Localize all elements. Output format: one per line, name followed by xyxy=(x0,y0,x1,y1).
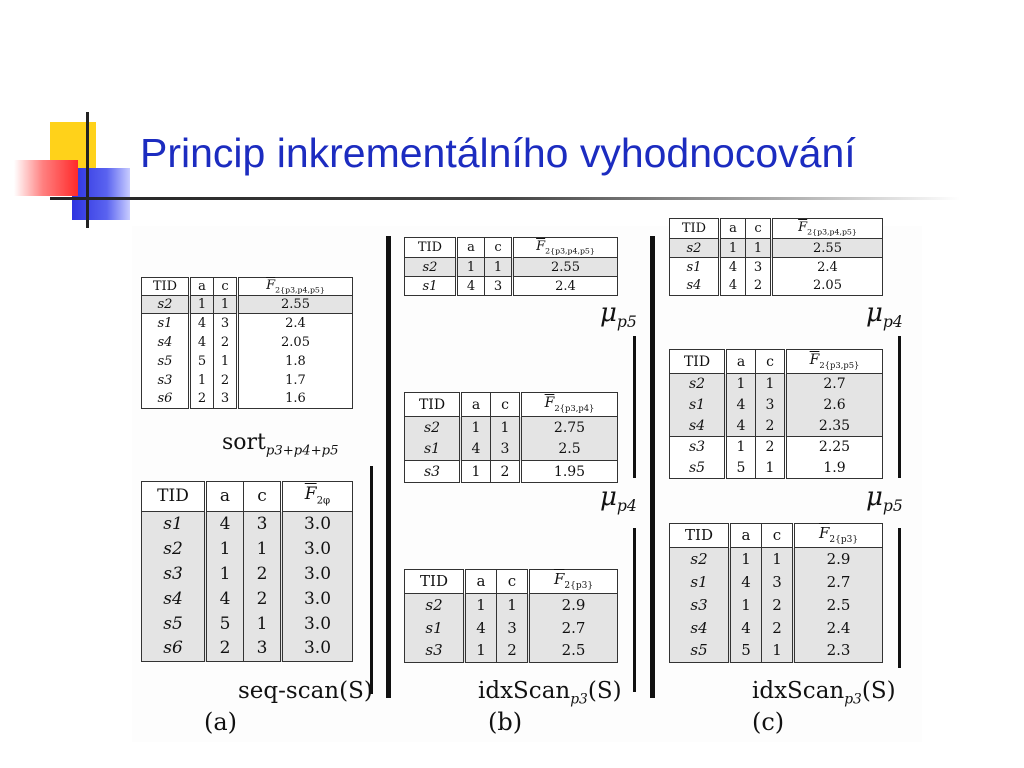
table-b-1 xyxy=(404,237,618,296)
table-row: s5 5 1 3.0 xyxy=(142,612,353,637)
header-tid: TID xyxy=(405,238,457,258)
header-c: c xyxy=(214,278,238,296)
table-row: s6 2 3 1.6 xyxy=(142,390,353,409)
header-tid: TID xyxy=(670,524,730,548)
table-row: s4 4 2 2.05 xyxy=(670,277,883,296)
table-b-3 xyxy=(404,569,618,663)
header-a: a xyxy=(730,524,762,548)
header-c: c xyxy=(762,524,794,548)
table-row: s1 4 3 3.0 xyxy=(142,512,353,537)
operator-seqscan-label: seq-scan(S) xyxy=(238,678,373,704)
table-row: s3 1 2 1.7 xyxy=(142,371,353,390)
operator-mu-p4-c: $\mu_{p4}$ xyxy=(866,298,903,332)
header-tid: TID xyxy=(405,570,465,594)
table-row: s3 1 2 2.5 xyxy=(670,594,883,617)
table-c-2 xyxy=(669,349,883,479)
header-tid: TID xyxy=(670,350,726,374)
table-row: s3 1 2 3.0 xyxy=(142,562,353,587)
connector-line-b2 xyxy=(633,528,636,692)
panel-divider-bc xyxy=(650,236,655,698)
connector-line-b1 xyxy=(633,336,636,478)
table-a-seqscan xyxy=(141,481,353,662)
table-row: s4 4 2 3.0 xyxy=(142,587,353,612)
table-row: s4 4 2 2.35 xyxy=(670,416,883,437)
operator-sort-label: sort$_{p3+p4+p5}$ xyxy=(222,430,339,459)
operator-mu-p5-c: $\mu_{p5}$ xyxy=(866,482,903,516)
header-score: $\overline{F}_{2\{p3,p4,p5\}}$ xyxy=(513,238,618,258)
title-underline xyxy=(50,197,960,200)
panel-label-c: (c) xyxy=(752,708,785,736)
table-row: s1 4 3 2.7 xyxy=(405,617,618,640)
header-c: c xyxy=(497,570,529,594)
header-a: a xyxy=(206,482,244,512)
header-score: $\overline{F}_{2\{p3\}}$ xyxy=(794,524,883,548)
header-c: c xyxy=(756,350,786,374)
header-score: $\overline{F}_{2\{p3,p4,p5\}}$ xyxy=(772,219,883,239)
panel-label-b: (b) xyxy=(488,708,523,736)
header-c: c xyxy=(485,238,513,258)
table-row: s1 4 3 2.4 xyxy=(405,277,618,296)
table-row: s5 5 1 1.8 xyxy=(142,352,353,371)
table-row: s3 1 2 2.25 xyxy=(670,437,883,458)
header-score: $\overline{F}_{2\varphi}$ xyxy=(282,482,353,512)
table-row: s4 4 2 2.4 xyxy=(670,617,883,640)
panel-divider-ab xyxy=(386,236,391,698)
table-row: s1 4 3 2.4 xyxy=(142,314,353,333)
table-row: s1 4 3 2.7 xyxy=(670,571,883,594)
operator-mu-p5-b: $\mu_{p5}$ xyxy=(600,298,637,332)
table-row: s2 1 1 2.55 xyxy=(142,296,353,314)
header-a: a xyxy=(190,278,214,296)
decor-vertical-line xyxy=(86,112,89,228)
header-score: $\overline{F}_{2\{p3\}}$ xyxy=(529,570,618,594)
operator-mu-p4-b: $\mu_{p4}$ xyxy=(600,482,637,516)
header-score: $\overline{F}_{2\{p3,p5\}}$ xyxy=(786,350,883,374)
header-tid: TID xyxy=(142,278,190,296)
table-c-3 xyxy=(669,523,883,663)
header-score: $\overline{F}_{2\{p3,p4\}}$ xyxy=(521,393,618,417)
table-row: s1 4 3 2.6 xyxy=(670,395,883,416)
header-tid: TID xyxy=(142,482,206,512)
table-row: s1 4 3 2.5 xyxy=(405,439,618,461)
table-row: s2 1 1 2.9 xyxy=(670,548,883,571)
table-c-1 xyxy=(669,218,883,296)
slide-title: Princip inkrementálního vyhodnocování xyxy=(140,130,856,176)
table-row: s5 5 1 2.3 xyxy=(670,640,883,663)
header-tid: TID xyxy=(670,219,720,239)
table-row: s3 1 2 2.5 xyxy=(405,640,618,663)
header-a: a xyxy=(465,570,497,594)
table-row: s2 1 1 2.75 xyxy=(405,417,618,439)
connector-line-c2 xyxy=(898,528,901,668)
header-a: a xyxy=(461,393,491,417)
header-a: a xyxy=(457,238,485,258)
table-b-2 xyxy=(404,392,618,483)
header-a: a xyxy=(726,350,756,374)
panel-label-a: (a) xyxy=(204,708,238,736)
header-a: a xyxy=(720,219,746,239)
header-tid: TID xyxy=(405,393,461,417)
table-row: s2 1 1 2.55 xyxy=(670,239,883,258)
header-c: c xyxy=(244,482,282,512)
operator-idxscan-label-c: idxScan$_{p3}$(S) xyxy=(752,678,896,708)
table-row: s1 4 3 2.4 xyxy=(670,258,883,277)
operator-idxscan-label-b: idxScan$_{p3}$(S) xyxy=(478,678,622,708)
table-row: s5 5 1 1.9 xyxy=(670,458,883,479)
decor-red-square xyxy=(14,160,78,196)
table-row: s4 4 2 2.05 xyxy=(142,333,353,352)
table-a-sort xyxy=(141,277,353,409)
table-row: s2 1 1 2.7 xyxy=(670,374,883,395)
header-c: c xyxy=(491,393,521,417)
table-row: s2 1 1 2.9 xyxy=(405,594,618,617)
header-c: c xyxy=(746,219,772,239)
connector-line-a xyxy=(370,466,373,694)
connector-line-c1 xyxy=(898,336,901,478)
header-score: $\overline{F}_{2\{p3,p4,p5\}}$ xyxy=(238,278,353,296)
table-row: s2 1 1 3.0 xyxy=(142,537,353,562)
table-row: s3 1 2 1.95 xyxy=(405,461,618,483)
decor-blue-square xyxy=(72,168,130,220)
table-row: s2 1 1 2.55 xyxy=(405,258,618,277)
table-row: s6 2 3 3.0 xyxy=(142,637,353,662)
